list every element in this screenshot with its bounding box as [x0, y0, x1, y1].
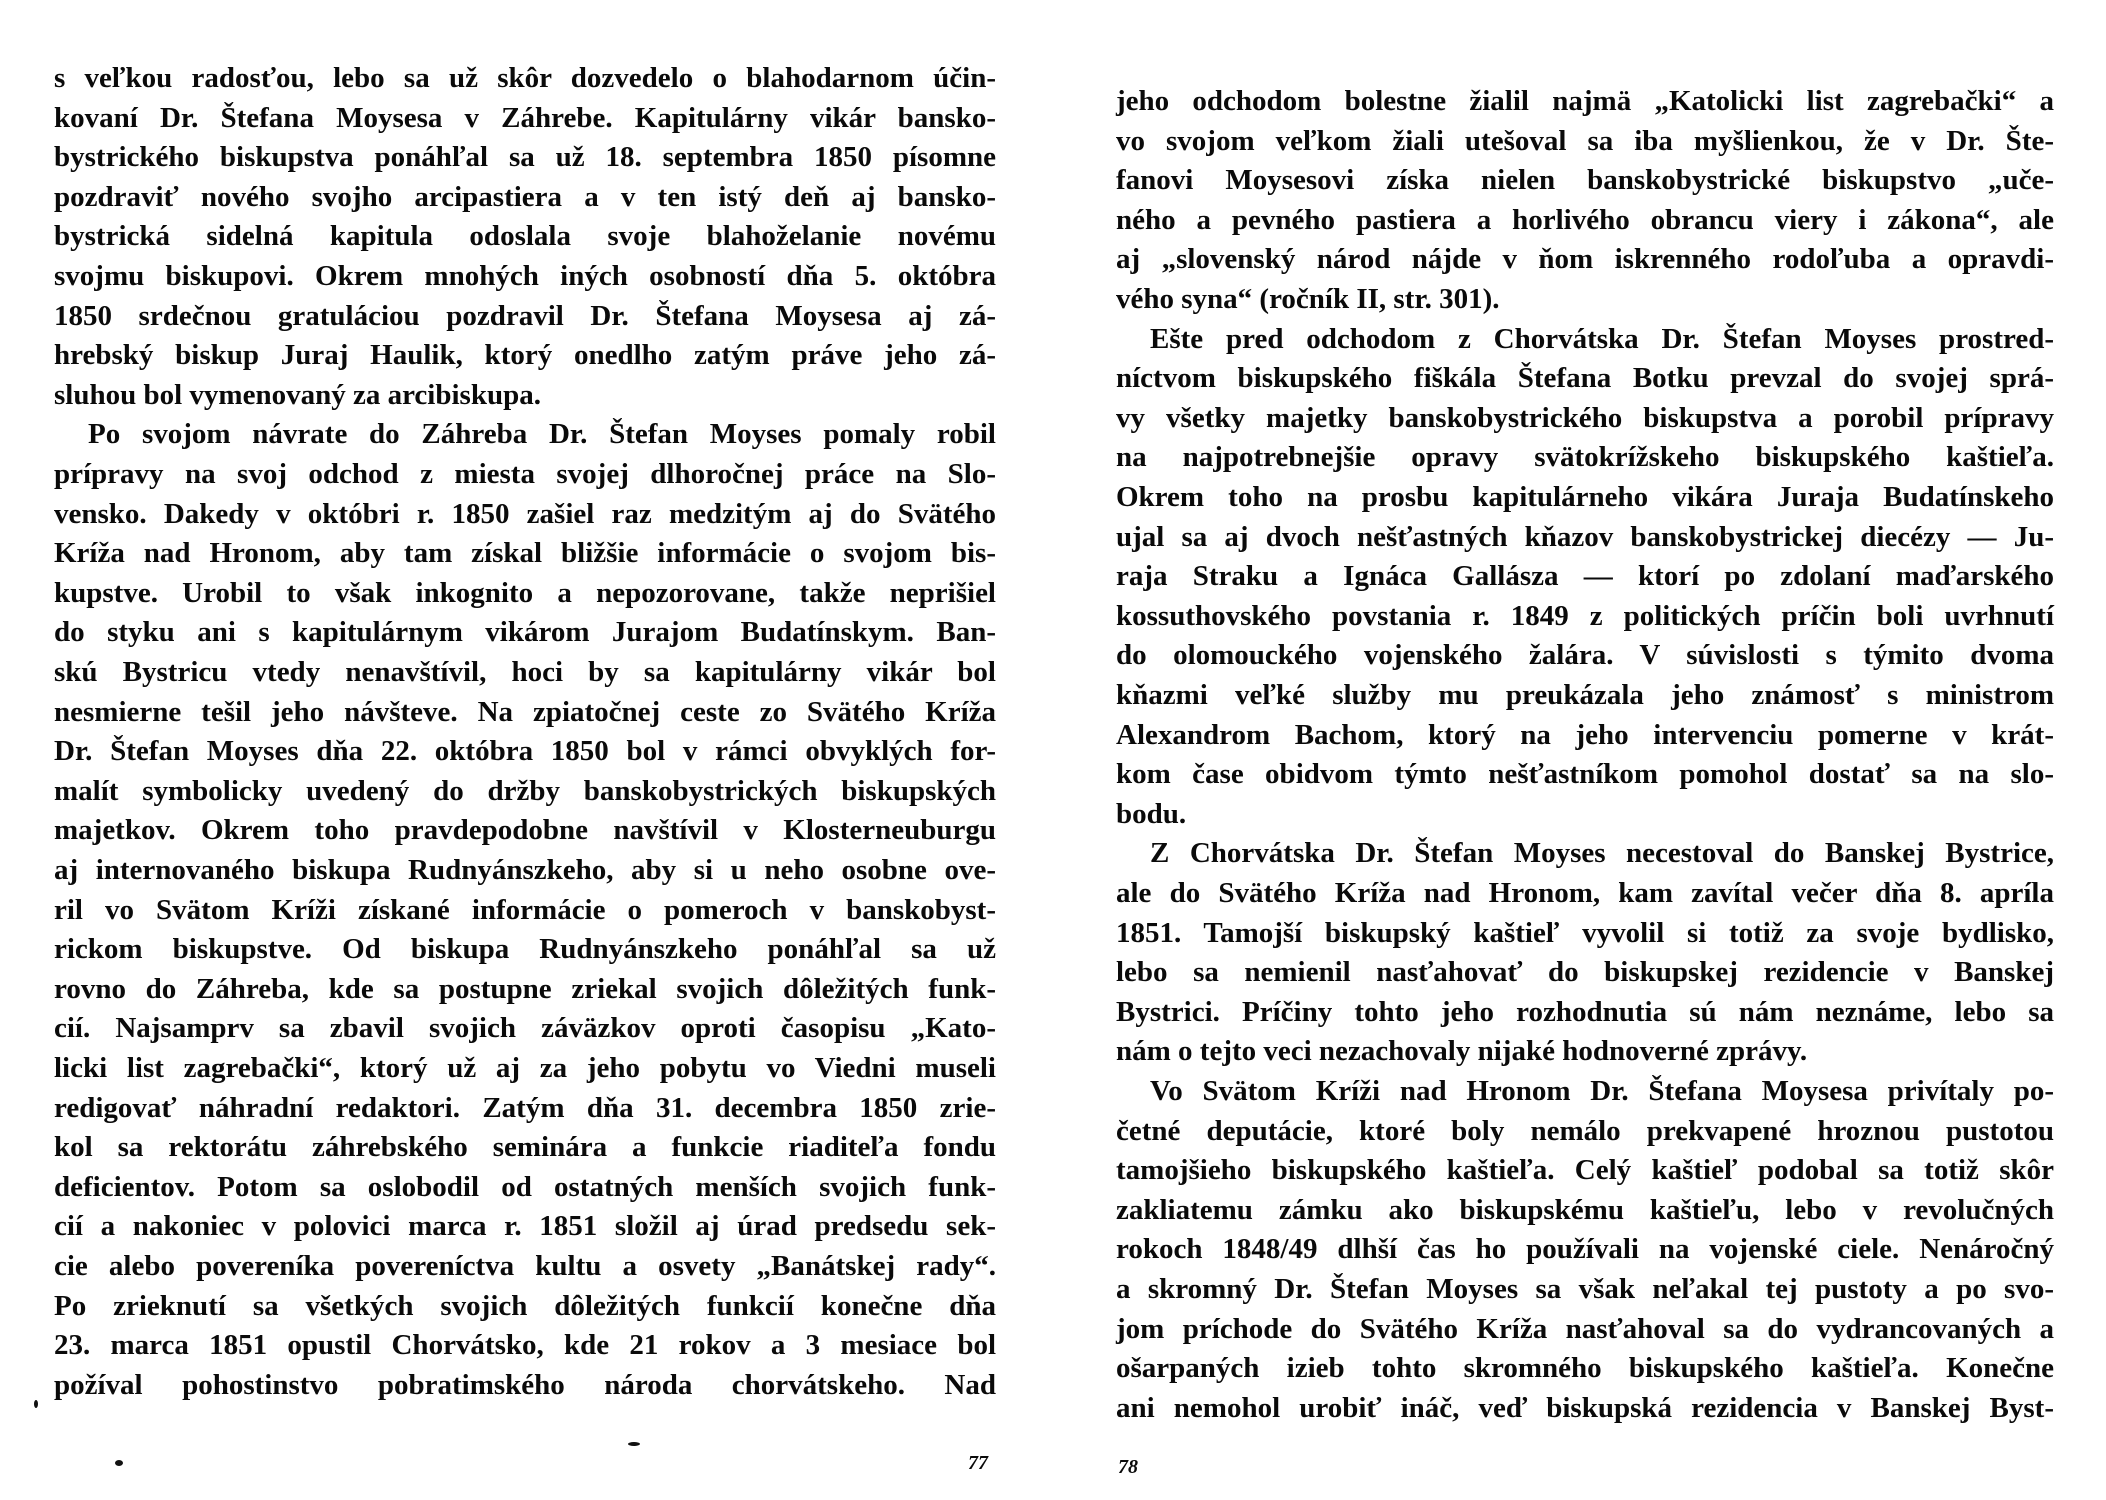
- text-line: zakliatemu zámku ako biskupskému kaštieľu, lebo v revolučných: [1116, 1193, 2054, 1226]
- text-line: Po svojom návrate do Záhreba Dr. Štefan Moyses pomaly robil: [88, 418, 996, 451]
- text-line: cie alebo povereníka povereníctva kultu a osvety „Banátskej rady“.: [54, 1250, 996, 1282]
- text-line: vo svojom veľkom žiali utešoval sa iba myšlienkou, že v Dr. Šte-: [1116, 124, 2054, 157]
- scan-speck: [115, 1460, 123, 1466]
- text-line: prípravy na svoj odchod z miesta svojej dlhoročnej práce na Slo-: [54, 458, 996, 490]
- page-number-left: 77: [968, 1452, 988, 1474]
- text-line: licki list zagrebački“, ktorý už aj za jeho pobytu vo Viedni museli: [54, 1052, 996, 1084]
- text-line: bodu.: [1116, 797, 1187, 830]
- text-line: fanovi Moysesovi získa nielen banskobystrické biskupstvo „uče-: [1116, 164, 2054, 197]
- text-line: kupstve. Urobil to však inkognito a nepozorovane, takže neprišiel: [54, 576, 996, 609]
- text-line: 1851. Tamojší biskupský kaštieľ vyvolil si totiž za svoje bydlisko,: [1116, 916, 2054, 949]
- text-line: malít symbolicky uvedený do držby banskobystrických biskupských: [54, 774, 996, 807]
- text-line: bystrického biskupstva ponáhľal sa už 18. septembra 1850 písomne: [54, 141, 996, 174]
- text-line: ani nemohol urobiť ináč, veď biskupská rezidencia v Banskej Byst-: [1116, 1391, 2054, 1424]
- text-line: ril vo Svätom Kríži získané informácie o pomeroch v banskobyst-: [54, 893, 996, 926]
- text-line: Po zrieknutí sa všetkých svojich dôležitých funkcií konečne dňa: [54, 1289, 996, 1322]
- text-line: jom príchode do Svätého Kríža nasťahoval sa do vydrancovaných a: [1116, 1312, 2054, 1345]
- page-number-right: 78: [1118, 1456, 1138, 1478]
- text-line: kol sa rektorátu záhrebského seminára a funkcie riaditeľa fondu: [54, 1131, 996, 1164]
- right-page: [1116, 0, 2054, 1500]
- text-line: do styku ani s kapitulárnym vikárom Jurajom Budatínskym. Ban-: [54, 616, 996, 649]
- text-line: redigovať náhradní redaktori. Zatým dňa 31. decembra 1850 zrie-: [54, 1091, 996, 1124]
- text-line: Bystrici. Príčiny tohto jeho rozhodnutia sú nám neznáme, lebo sa: [1116, 995, 2054, 1028]
- text-line: 23. marca 1851 opustil Chorvátsko, kde 21 rokov a 3 mesiace bol: [54, 1329, 996, 1362]
- text-line: majetkov. Okrem toho pravdepodobne navštívil v Klosterneuburgu: [54, 814, 996, 847]
- text-line: na najpotrebnejšie opravy svätokrížskeho biskupského kaštieľa.: [1116, 441, 2054, 474]
- text-line: svojmu biskupovi. Okrem mnohých iných osobností dňa 5. októbra: [54, 260, 996, 292]
- text-line: cií. Najsamprv sa zbavil svojich záväzkov oproti časopisu „Kato-: [54, 1012, 996, 1045]
- text-line: rickom biskupstve. Od biskupa Rudnyánszkeho ponáhľal sa už: [54, 933, 996, 966]
- text-line: aj „slovenský národ nájde v ňom iskrenného rodoľuba a opravdi-: [1116, 243, 2054, 276]
- text-line: tamojšieho biskupského kaštieľa. Celý kaštieľ podobal sa totiž skôr: [1116, 1154, 2054, 1187]
- text-line: do olomouckého vojenského žalára. V súvislosti s týmito dvoma: [1116, 639, 2054, 672]
- text-line: skú Bystricu vtedy nenavštívil, hoci by sa kapitulárny vikár bol: [54, 656, 996, 688]
- text-line: vého syna“ (ročník II, str. 301).: [1116, 283, 1500, 315]
- text-line: ujal sa aj dvoch nešťastných kňazov banskobystrickej diecézy — Ju-: [1116, 520, 2054, 553]
- text-line: Alexandrom Bachom, ktorý na jeho intervenciu pomerne v krát-: [1116, 718, 2054, 751]
- text-line: nesmierne tešil jeho návšteve. Na zpiatočnej ceste zo Svätého Kríža: [54, 695, 996, 728]
- text-line: nám o tejto veci nezachovaly nijaké hodnoverné zprávy.: [1116, 1035, 1808, 1068]
- text-line: a skromný Dr. Štefan Moyses sa však neľakal tej pustoty a po svo-: [1116, 1273, 2054, 1305]
- text-line: kom čase obidvom týmto nešťastníkom pomohol dostať sa na slo-: [1116, 758, 2054, 791]
- text-line: kovaní Dr. Štefana Moysesa v Záhrebe. Kapitulárny vikár bansko-: [54, 101, 996, 134]
- text-line: s veľkou radosťou, lebo sa už skôr dozvedelo o blahodarnom účin-: [54, 62, 996, 94]
- text-line: 1850 srdečnou gratuláciou pozdravil Dr. Štefana Moysesa aj zá-: [54, 299, 996, 332]
- text-line: požíval pohostinstvo pobratimského národa chorvátskeho. Nad: [54, 1368, 996, 1401]
- text-line: rokoch 1848/49 dlhší čas ho používali na vojenské ciele. Nenáročný: [1116, 1233, 2054, 1266]
- text-line: kňazmi veľké služby mu preukázala jeho známosť s ministrom: [1116, 679, 2054, 711]
- text-line: hrebský biskup Juraj Haulik, ktorý onedlho zatým práve jeho zá-: [54, 339, 996, 372]
- text-line: sluhou bol vymenovaný za arcibiskupa.: [54, 378, 541, 411]
- text-line: jeho odchodom bolestne žialil najmä „Katolicki list zagrebački“ a: [1116, 85, 2054, 117]
- text-line: rovno do Záhreba, kde sa postupne zriekal svojich dôležitých funk-: [54, 972, 996, 1005]
- left-page: [54, 0, 996, 1500]
- text-line: pozdraviť nového svojho arcipastiera a v ten istý deň aj bansko-: [54, 180, 996, 213]
- scan-speck: [34, 1400, 38, 1408]
- text-line: Kríža nad Hronom, aby tam získal bližšie informácie o svojom bis-: [54, 537, 996, 570]
- text-line: níctvom biskupského fiškála Štefana Botku prevzal do svojej sprá-: [1116, 362, 2054, 395]
- text-line: deficientov. Potom sa oslobodil od ostatných menších svojich funk-: [54, 1170, 996, 1203]
- text-line: četné deputácie, ktoré boly nemálo prekvapené hroznou pustotou: [1116, 1114, 2054, 1147]
- text-line: vy všetky majetky banskobystrického biskupstva a porobil prípravy: [1116, 401, 2054, 434]
- text-line: aj internovaného biskupa Rudnyánszkeho, aby si u neho osobne ove-: [54, 854, 996, 886]
- text-line: bystrická sidelná kapitula odoslala svoje blahoželanie novému: [54, 220, 996, 253]
- text-line: vensko. Dakedy v októbri r. 1850 zašiel raz medzitým aj do Svätého: [54, 497, 996, 530]
- text-line: Okrem toho na prosbu kapitulárneho vikára Juraja Budatínskeho: [1116, 481, 2054, 513]
- text-line: Vo Svätom Kríži nad Hronom Dr. Štefana Moysesa privítaly po-: [1150, 1075, 2054, 1107]
- text-line: Dr. Štefan Moyses dňa 22. októbra 1850 bol v rámci obvyklých for-: [54, 735, 996, 768]
- text-line: lebo sa nemienil nasťahovať do biskupskej rezidencie v Banskej: [1116, 956, 2054, 989]
- text-line: Ešte pred odchodom z Chorvátska Dr. Štefan Moyses prostred-: [1150, 322, 2054, 355]
- text-line: cií a nakoniec v polovici marca r. 1851 složil aj úrad predsedu sek-: [54, 1210, 996, 1243]
- text-line: Z Chorvátska Dr. Štefan Moyses necestoval do Banskej Bystrice,: [1150, 837, 2054, 870]
- text-line: ošarpaných izieb tohto skromného biskupského kaštieľa. Konečne: [1116, 1352, 2054, 1385]
- text-line: ale do Svätého Kríža nad Hronom, kam zavítal večer dňa 8. apríla: [1116, 877, 2054, 909]
- scan-speck: [628, 1442, 640, 1446]
- text-line: kossuthovského povstania r. 1849 z politických príčin boli uvrhnutí: [1116, 599, 2054, 632]
- text-line: ného a pevného pastiera a horlivého obrancu viery i zákona“, ale: [1116, 203, 2054, 236]
- text-line: raja Straku a Ignáca Gallásza — ktorí po zdolaní maďarského: [1116, 560, 2054, 593]
